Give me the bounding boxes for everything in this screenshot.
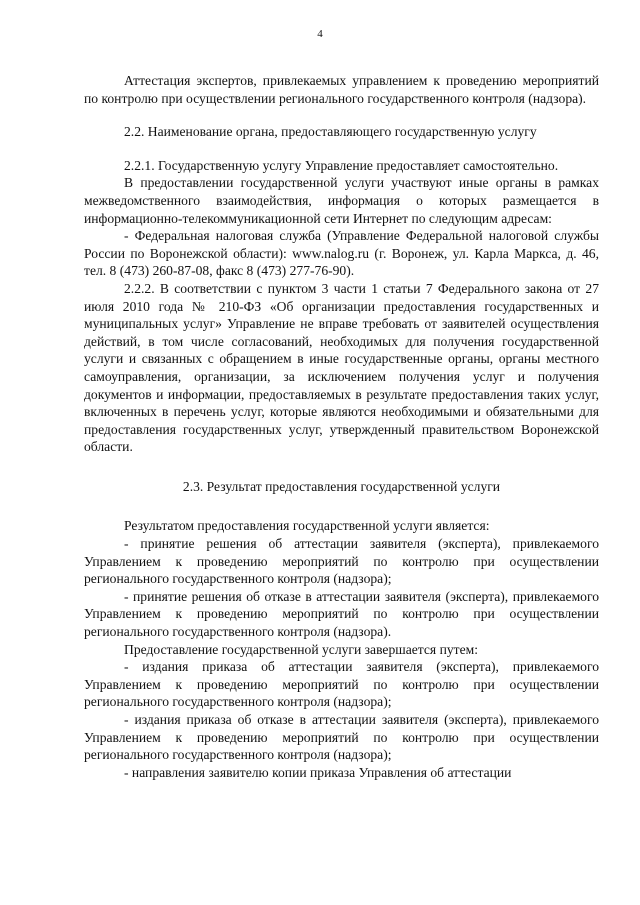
paragraph-2-2-1: 2.2.1. Государственную услугу Управление предоставляет самостоятельно.: [124, 157, 559, 173]
paragraph-result-approve: - принятие решения об аттестации заявителя (эксперта), привлекаемого Управлением к проведению мероприятий по контролю при осуществлении регионального государственного контроля (надзора);: [84, 536, 599, 587]
paragraph-result-refuse: - принятие решения об отказе в аттестации заявителя (эксперта), привлекаемого Управлением к проведению мероприятий по контролю при осуществлении регионального государственного контроля (надзора).: [84, 588, 599, 640]
paragraph-2-2-2: 2.2.2. В соответствии с пунктом 3 части 1 статьи 7 Федерального закона от 27 июля 2010 года № 210-ФЗ «Об организации предоставления государственных и муниципальных услуг» Управление не вправе требовать от заявителей осуществления действий, в том числе согласований, необходимых для получения государственной услуги и связанных с обращением в иные государственные органы, органы местного самоуправления, организации, за исключением получения услуг и получения документов и информации, предоставляемых в результате предоставления таких услуг, включенных в перечень услуг, которые являются необходимыми и обязательными для предоставления государственных услуг, утвержденный правительством Воронежской области.: [84, 280, 599, 455]
paragraph-order-approve: - издания приказа об аттестации заявителя (эксперта), привлекаемого Управлением к проведению мероприятий по контролю при осуществлении регионального государственного контроля (надзора);: [84, 659, 599, 710]
paragraph-order-refuse: - издания приказа об отказе в аттестации заявителя (эксперта), привлекаемого Управлением к проведению мероприятий по контролю при осуществлении регионального государственного контроля (надзора);: [84, 712, 599, 763]
paragraph-completion-intro: Предоставление государственной услуги завершается путем:: [124, 641, 478, 657]
document-body: [84, 72, 599, 781]
paragraph-send-copy: - направления заявителю копии приказа Управления об аттестации: [124, 764, 512, 780]
paragraph-interagency: В предоставлении государственной услуги участвуют иные органы в рамках межведомственного взаимодействия, информация о которых размещается в информационно-телекоммуникационной сети Интернет по следующим адресам:: [84, 175, 599, 226]
page-number: 4: [317, 28, 323, 40]
paragraph-attestation: Аттестация экспертов, привлекаемых управлением к проведению мероприятий по контролю при осуществлении регионального государственного контроля (надзора).: [84, 73, 599, 106]
paragraph-result-intro: Результатом предоставления государственной услуги является:: [124, 518, 490, 534]
paragraph-tax-service: - Федеральная налоговая служба (Управление Федеральной налоговой службы России по Воронежской области): www.nalog.ru (г. Воронеж, ул. Карла Маркса, д. 46, тел. 8 (473) 260-87-08, факс 8 (473) 277-76-90).: [84, 228, 599, 279]
section-heading-2-2: 2.2. Наименование органа, предоставляющего государственную услугу: [124, 124, 537, 140]
section-heading-2-3: 2.3. Результат предоставления государственной услуги: [182, 478, 501, 494]
